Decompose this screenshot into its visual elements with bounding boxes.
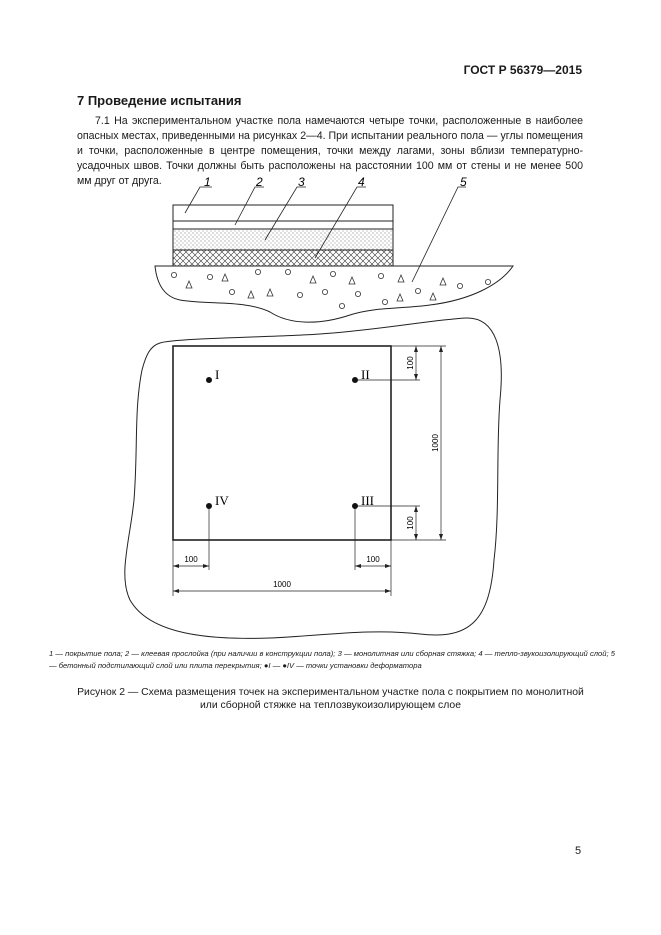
document-header: ГОСТ Р 56379—2015 (463, 63, 582, 77)
floor-section (173, 205, 393, 266)
caption-line-1: Рисунок 2 — Схема размещения точек на экспериментальном участке пола с покрытием по монолитной (77, 687, 584, 698)
concrete-base (155, 266, 513, 322)
callout-3: 3 (298, 175, 305, 189)
point-II-marker (352, 377, 358, 383)
point-II-label: II (361, 367, 370, 382)
point-III-marker (352, 503, 358, 509)
page-number: 5 (575, 845, 582, 857)
dim-right-bottom: 100 (406, 516, 415, 530)
dim-bottom-left: 100 (184, 555, 198, 564)
callout-4: 4 (358, 175, 365, 189)
dim-right-total: 1000 (431, 434, 440, 452)
figure-legend: 1 — покрытие пола; 2 — клеевая прослойка (при наличии в конструкции пола); 3 — монолитная или сборная стяжка; 4 — тепло-звукоизолирующий слой; 5 — бетонный подстилающий слой или плита перекрытия; ●I — ●IV — точки установки деформатора (49, 649, 615, 670)
dim-bottom-right: 100 (366, 555, 380, 564)
test-area (173, 346, 391, 540)
point-IV-marker (206, 503, 212, 509)
callout-2: 2 (256, 175, 263, 189)
caption-line-2: или сборной стяжке на теплозвукоизолирующем слое (199, 700, 461, 711)
dim-right-top: 100 (406, 356, 415, 370)
figure-caption (40, 686, 621, 712)
point-I-marker (206, 377, 212, 383)
point-IV-label: IV (215, 493, 229, 508)
point-I-label: I (215, 367, 220, 382)
section-title: 7 Проведение испытания (77, 93, 242, 108)
paragraph-7-1: 7.1 На экспериментальном участке пола намечаются четыре точки, расположенные в наиболее опасных местах, приведенными на рисунках 2—4. При испытании реального пола — углы помещения и точки, расположенные в центре помещения, точки между лагами, зоны вблизи температурно-усадочных швов. Точки должны быть расположены на расстоянии 100 мм от стены и не менее 500 мм друг от друга. (77, 115, 583, 187)
point-III-label: III (361, 493, 374, 508)
dim-bottom-total: 1000 (273, 580, 291, 589)
callout-5: 5 (460, 175, 467, 189)
figure-2-diagram (0, 170, 661, 640)
callout-1: 1 (204, 175, 211, 189)
